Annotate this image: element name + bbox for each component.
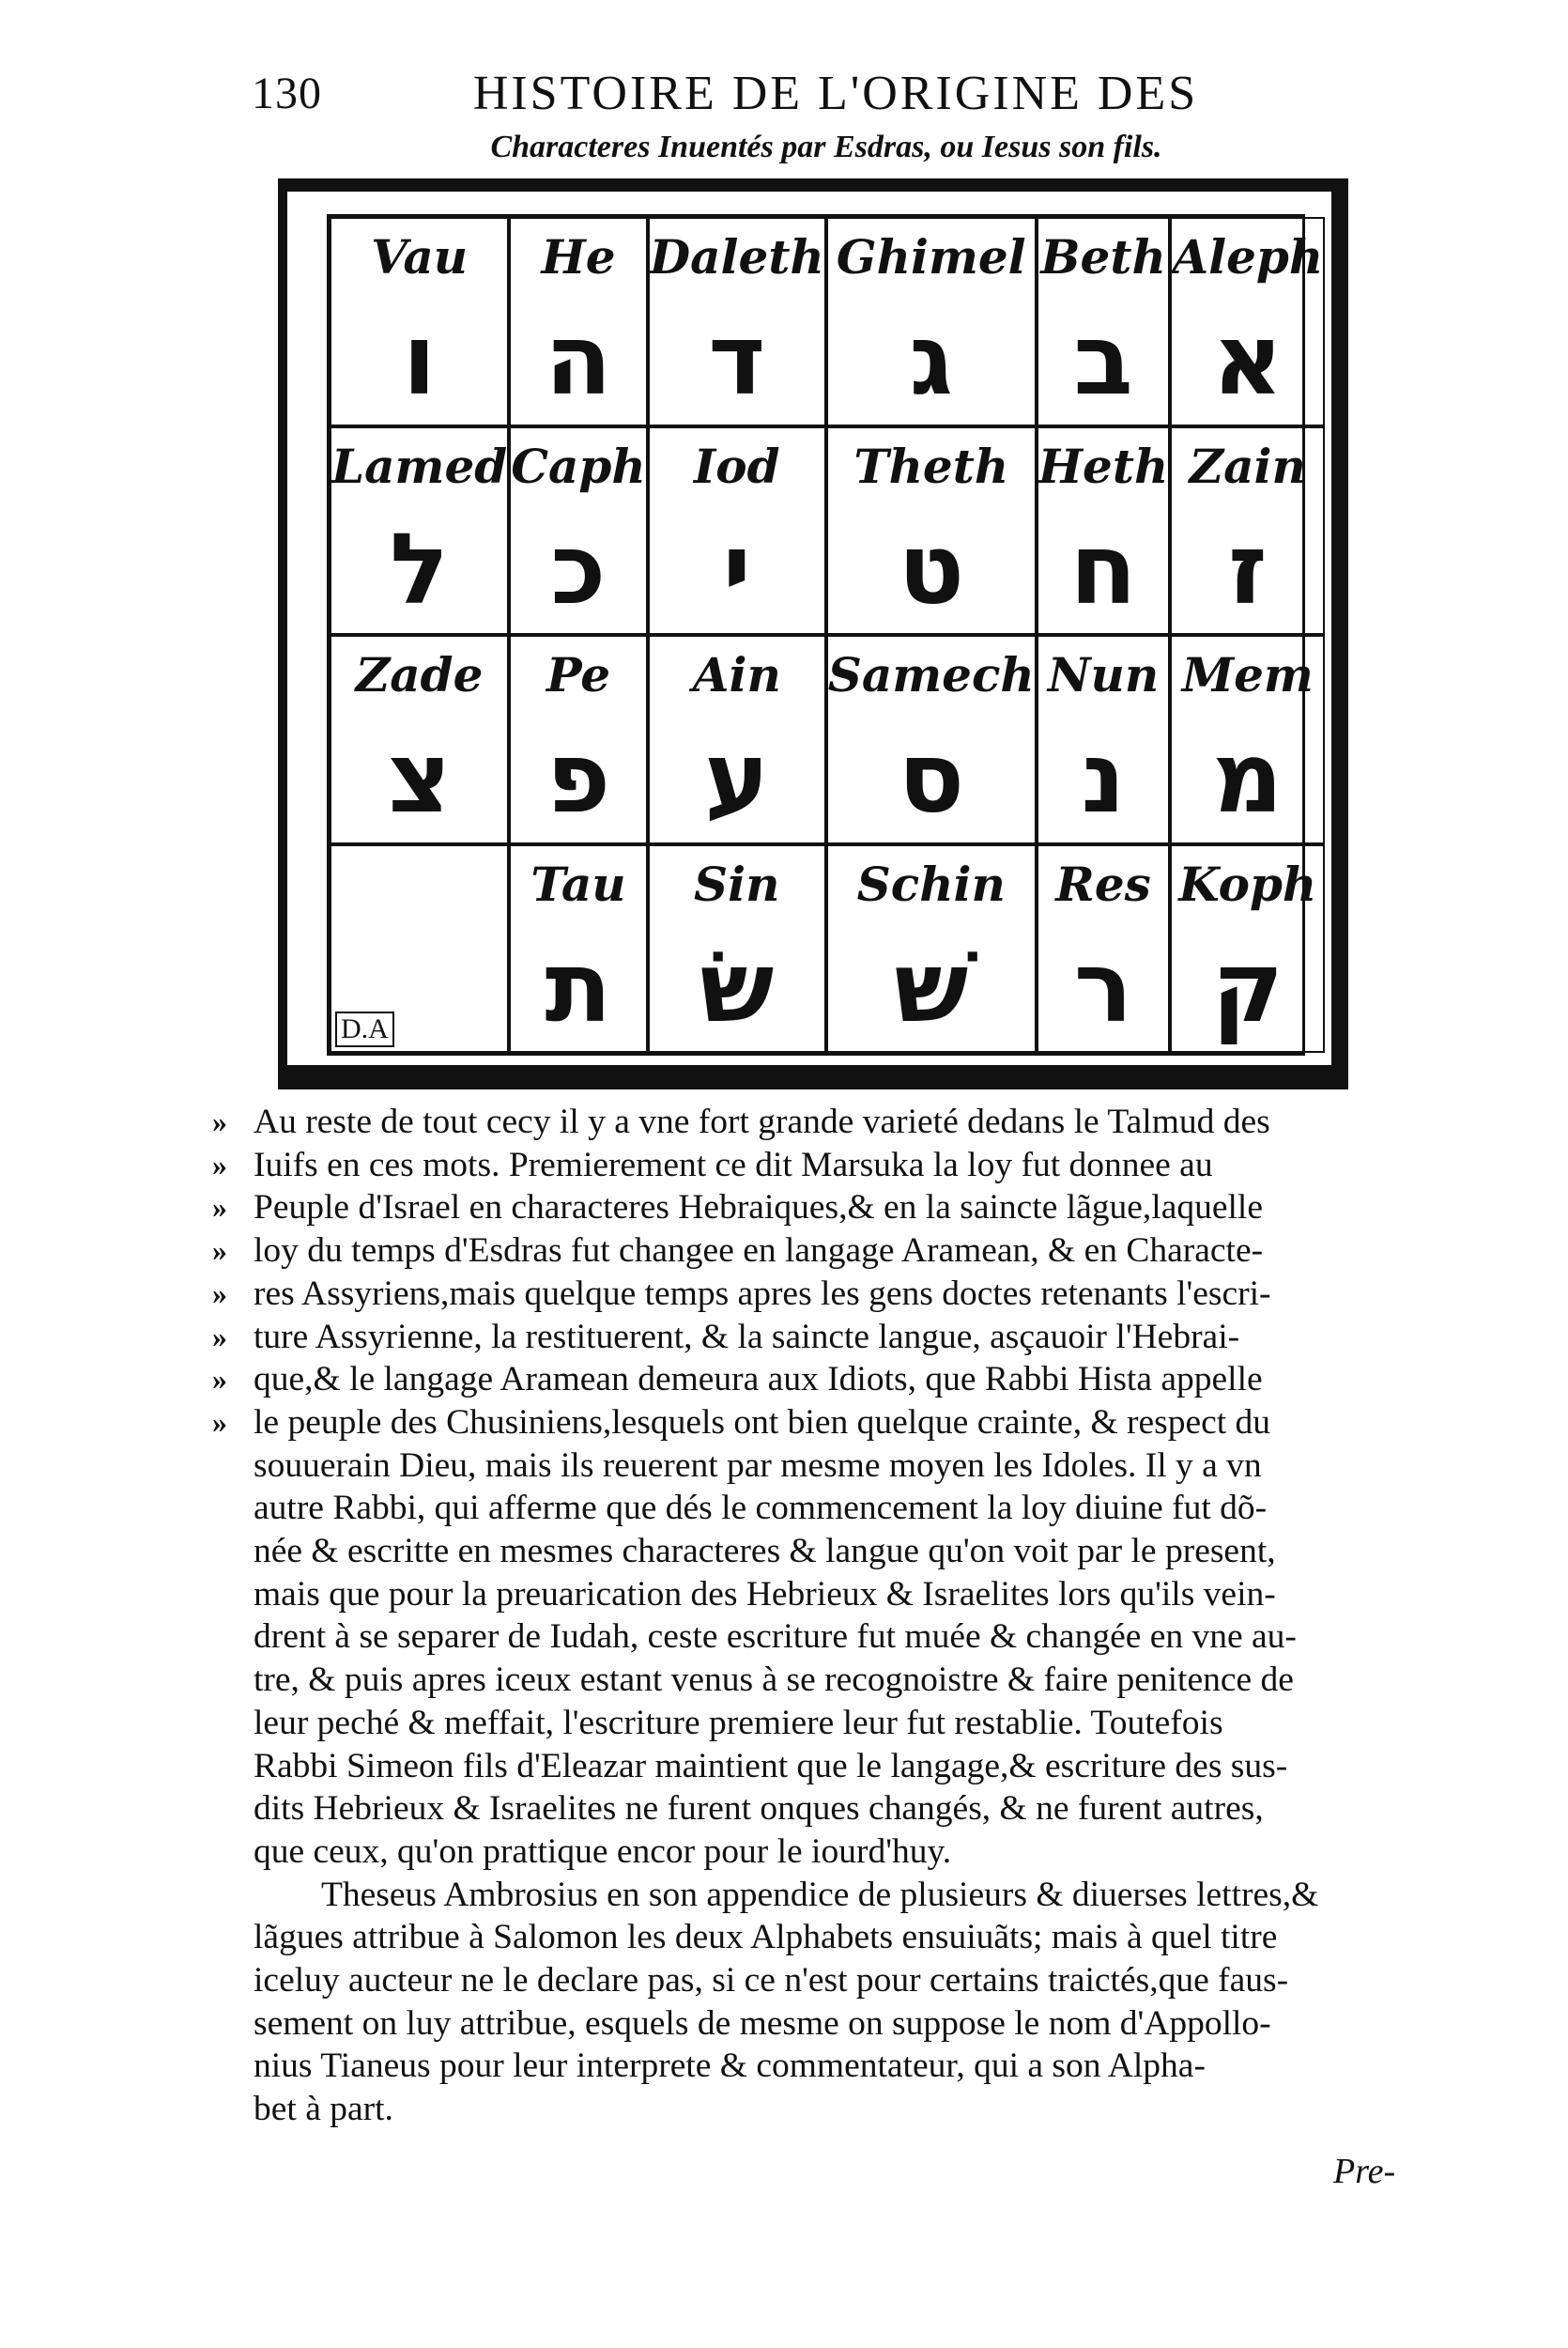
letter-name: Iod	[693, 438, 780, 494]
letter-cell	[509, 844, 648, 1054]
hebrew-letter: ו	[402, 302, 437, 418]
letter-cell	[826, 844, 1037, 1054]
letter-cell	[330, 217, 509, 426]
line-text: res Assyriens,mais quelque temps apres les gens doctes retenants l'escri-	[254, 1274, 1271, 1313]
text-line	[254, 1874, 1418, 1917]
quote-mark: »	[212, 1190, 227, 1225]
alphabet-plate	[278, 178, 1348, 1089]
line-text: sement on luy attribue, esquels de mesme on suppose le nom d'Appollo-	[254, 2003, 1271, 2043]
text-line	[254, 1916, 1418, 1959]
letter-name: Aleph	[1172, 229, 1324, 286]
hebrew-letter: י	[722, 511, 752, 626]
text-line	[254, 1787, 1418, 1831]
letter-name: He	[541, 229, 616, 286]
letter-name: Sin	[694, 856, 780, 912]
letter-cell	[1037, 635, 1171, 844]
letter-cell	[648, 426, 826, 636]
monogram: D.A	[335, 1012, 394, 1048]
text-line	[212, 1144, 1418, 1187]
letter-cell	[648, 844, 826, 1054]
text-line	[254, 1487, 1418, 1530]
quote-mark: »	[212, 1233, 227, 1268]
hebrew-letter: ע	[704, 720, 770, 836]
letter-cell	[1037, 844, 1171, 1054]
hebrew-letter: כ	[550, 511, 607, 626]
letter-name: Nun	[1047, 647, 1160, 703]
text-line	[212, 1273, 1418, 1316]
quote-mark: »	[212, 1147, 227, 1182]
body-text	[212, 1101, 1418, 2131]
letter-name: Caph	[511, 438, 646, 494]
quote-mark: »	[212, 1275, 227, 1310]
text-line	[212, 1401, 1418, 1444]
hebrew-letter: ב	[1073, 302, 1133, 418]
letter-cell	[1170, 635, 1325, 844]
letter-cell	[509, 426, 648, 636]
hebrew-letter: ל	[390, 511, 450, 626]
plate-caption: Characteres Inuentés par Esdras, ou Iesus son fils.	[490, 130, 1162, 164]
line-text: que ceux, qu'on prattique encor pour le iourd'huy.	[254, 1831, 952, 1871]
line-text: Theseus Ambrosius en son appendice de plusieurs & diuerses lettres,&	[321, 1875, 1319, 1914]
hebrew-letter: ס	[898, 720, 965, 836]
line-text: dits Hebrieux & Israelites ne furent onques changés, & ne furent autres,	[254, 1789, 1264, 1829]
hebrew-letter: ת	[545, 929, 612, 1044]
hebrew-letter: ד	[708, 302, 766, 418]
letter-cell	[1170, 844, 1325, 1054]
quote-mark: »	[212, 1104, 227, 1138]
hebrew-letter: ז	[1227, 511, 1268, 626]
quote-mark: »	[212, 1362, 227, 1397]
letter-name: Beth	[1040, 229, 1166, 286]
text-line	[212, 1358, 1418, 1401]
line-text: lãgues attribue à Salomon les deux Alphabets ensuiuãts; mais à quel titre	[254, 1918, 1278, 1957]
line-text: née & escritte en mesmes characteres & langue qu'on voit par le present,	[254, 1532, 1276, 1571]
letter-cell	[648, 217, 826, 426]
hebrew-letter: פ	[546, 720, 611, 836]
text-line	[212, 1101, 1418, 1144]
quote-mark: »	[212, 1319, 227, 1353]
text-line	[254, 2088, 1418, 2131]
hebrew-letter: ג	[909, 302, 954, 418]
line-text: leur peché & meffait, l'escriture premiere leur fut restablie. Toutefois	[254, 1703, 1223, 1742]
line-text: Peuple d'Israel en characteres Hebraiques,& en la saincte lãgue,laquelle	[254, 1188, 1263, 1228]
text-line	[254, 1615, 1418, 1659]
text-line	[254, 2045, 1418, 2088]
line-text: iceluy aucteur ne le declare pas, si ce n'est pour certains traictés,que faus-	[254, 1961, 1289, 2000]
quote-mark: »	[212, 1404, 227, 1439]
line-text: drent à se separer de Iudah, ceste escriture fut muée & changée en vne au-	[254, 1617, 1297, 1657]
text-line	[254, 1702, 1418, 1745]
hebrew-letter: ק	[1211, 929, 1284, 1044]
letter-name: Pe	[546, 647, 611, 703]
running-title: HISTOIRE DE L'ORIGINE DES	[472, 67, 1199, 120]
text-line	[212, 1229, 1418, 1273]
letter-name: Lamed	[331, 438, 508, 494]
letter-cell	[826, 426, 1037, 636]
hebrew-letter: נ	[1081, 720, 1126, 836]
letter-name: Vau	[371, 229, 469, 286]
letter-name: Ain	[692, 647, 781, 703]
line-text: souuerain Dieu, mais ils reuerent par mesme moyen les Idoles. Il y a vn	[254, 1445, 1262, 1485]
catchword: Pre-	[1333, 2152, 1396, 2191]
text-line	[212, 1186, 1418, 1229]
line-text: mais que pour la preuarication des Hebrieux & Israelites lors qu'ils vein-	[254, 1574, 1276, 1614]
letter-name: Tau	[530, 856, 626, 912]
hebrew-letter: ה	[545, 302, 612, 418]
letter-cell	[509, 635, 648, 844]
letter-name: Samech	[827, 647, 1035, 703]
page-number: 130	[252, 69, 322, 118]
text-line	[254, 2002, 1418, 2046]
hebrew-letter: שׂ	[699, 929, 775, 1044]
letter-cell	[1170, 426, 1325, 636]
hebrew-letter: מ	[1212, 720, 1284, 836]
line-text: ture Assyrienne, la restituerent, & la saincte langue, asçauoir l'Hebrai-	[254, 1317, 1240, 1356]
line-text: loy du temps d'Esdras fut changee en langage Aramean, & en Characte-	[254, 1231, 1264, 1271]
text-line	[254, 1573, 1418, 1616]
letter-name: Heth	[1038, 438, 1169, 494]
line-text: le peuple des Chusiniens,lesquels ont bien quelque crainte, & respect du	[254, 1402, 1271, 1442]
letter-name: Schin	[856, 856, 1006, 912]
letter-name: Koph	[1178, 856, 1317, 912]
alphabet-table	[327, 214, 1324, 1056]
text-line	[254, 1831, 1418, 1874]
letter-cell	[330, 635, 509, 844]
line-text: bet à part.	[254, 2090, 393, 2129]
letter-name: Zain	[1189, 438, 1306, 494]
letter-cell	[509, 217, 648, 426]
hebrew-letter: ר	[1073, 929, 1133, 1044]
text-line	[254, 1444, 1418, 1488]
letter-name: Mem	[1181, 647, 1314, 703]
letter-cell	[330, 426, 509, 636]
letter-cell	[1037, 426, 1171, 636]
line-text: autre Rabbi, qui afferme que dés le commencement la loy diuine fut dõ-	[254, 1489, 1268, 1528]
line-text: Rabbi Simeon fils d'Eleazar maintient que le langage,& escriture des sus-	[254, 1746, 1288, 1785]
text-line	[254, 1745, 1418, 1788]
letter-cell	[330, 844, 509, 1054]
letter-cell	[826, 635, 1037, 844]
text-line	[254, 1659, 1418, 1702]
letter-name: Daleth	[649, 229, 824, 286]
letter-name: Ghimel	[836, 229, 1026, 286]
line-text: tre, & puis apres iceux estant venus à se recognoistre & faire penitence de	[254, 1661, 1294, 1700]
letter-cell	[1170, 217, 1325, 426]
hebrew-letter: ח	[1069, 511, 1137, 626]
letter-name: Theth	[853, 438, 1009, 494]
hebrew-letter: ט	[898, 511, 965, 626]
letter-name: Zade	[355, 647, 484, 703]
text-line	[212, 1316, 1418, 1359]
hebrew-letter: שׁ	[894, 929, 969, 1044]
hebrew-letter: צ	[387, 720, 452, 836]
letter-cell	[1037, 217, 1171, 426]
hebrew-letter: א	[1211, 302, 1284, 418]
letter-cell	[648, 635, 826, 844]
text-line	[254, 1530, 1418, 1573]
line-text: nius Tianeus pour leur interprete & commentateur, qui a son Alpha-	[254, 2047, 1206, 2086]
text-line	[254, 1959, 1418, 2002]
letter-cell	[826, 217, 1037, 426]
letter-name: Res	[1055, 856, 1151, 912]
line-text: Au reste de tout cecy il y a vne fort grande varieté dedans le Talmud des	[254, 1103, 1270, 1141]
line-text: Iuifs en ces mots. Premierement ce dit Marsuka la loy fut donnee au	[254, 1145, 1213, 1184]
line-text: que,& le langage Aramean demeura aux Idiots, que Rabbi Hista appelle	[254, 1360, 1263, 1399]
